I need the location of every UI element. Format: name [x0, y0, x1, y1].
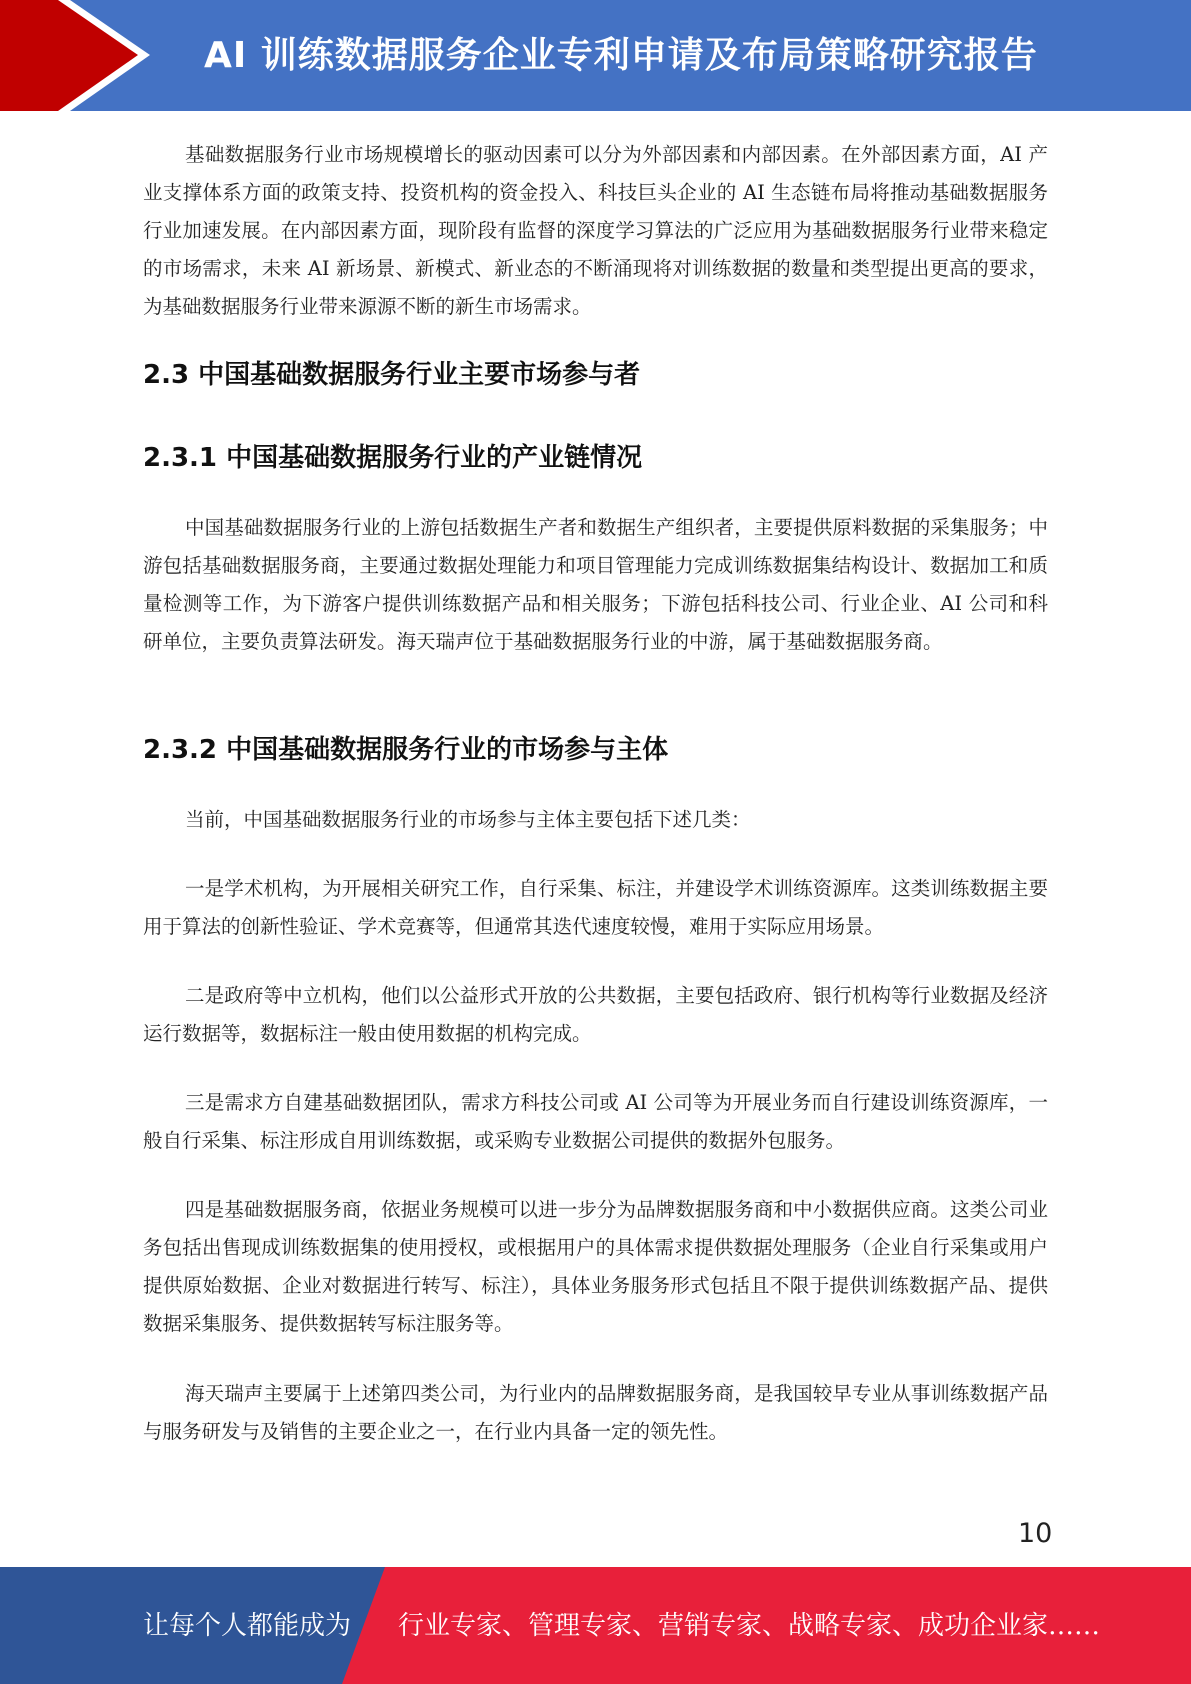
report-title: AI 训练数据服务企业专利申请及布局策略研究报告 [204, 35, 1038, 76]
paragraph-self-built: 三是需求方自建基础数据团队，需求方科技公司或 AI 公司等为开展业务而自行建设训练资源库，一般自行采集、标注形成自用训练数据，或采购专业数据公司提供的数据外包服务。 [143, 1091, 1048, 1152]
paragraph-haitian: 海天瑞声主要属于上述第四类公司，为行业内的品牌数据服务商，是我国较早专业从事训练数据产品与服务研发与及销售的主要企业之一，在行业内具备一定的领先性。 [143, 1382, 1048, 1443]
page-number: 10 [1018, 1518, 1053, 1549]
paragraph-service-providers: 四是基础数据服务商，依据业务规模可以进一步分为品牌数据服务商和中小数据供应商。这类公司业务包括出售现成训练数据集的使用授权，或根据用户的具体需求提供数据处理服务（企业自行采集或用户提供原始数据、企业对数据进行转写、标注），具体业务服务形式包括且不限于提供训练数据产品、提供数据采集服务、提供数据转写标注服务等。 [143, 1198, 1048, 1335]
header-banner [0, 0, 1191, 111]
footer-slogan-left: 让每个人都能成为 [143, 1611, 352, 1641]
paragraph-drivers: 基础数据服务行业市场规模增长的驱动因素可以分为外部因素和内部因素。在外部因素方面，AI 产业支撑体系方面的政策支持、投资机构的资金投入、科技巨头企业的 AI 生态链布局将推动基础数据服务行业加速发展。在内部因素方面，现阶段有监督的深度学习算法的广泛应用为基础数据服务行业带来稳定的市场需求，未来 AI 新场景、新模式、新业态的不断涌现将对训练数据的数量和类型提出更高的要求，为基础数据服务行业带来源源不断的新生市场需求。 [143, 143, 1048, 318]
paragraph-industry-chain: 中国基础数据服务行业的上游包括数据生产者和数据生产组织者，主要提供原料数据的采集服务；中游包括基础数据服务商，主要通过数据处理能力和项目管理能力完成训练数据集结构设计、数据加工和质量检测等工作，为下游客户提供训练数据产品和相关服务；下游包括科技公司、行业企业、AI 公司和科研单位，主要负责算法研发。海天瑞声位于基础数据服务行业的中游，属于基础数据服务商。 [143, 516, 1048, 653]
header-arrow-decoration [0, 0, 160, 111]
section-heading-2-3-2: 2.3.2 中国基础数据服务行业的市场参与主体 [143, 735, 669, 765]
paragraph-academic: 一是学术机构，为开展相关研究工作，自行采集、标注，并建设学术训练资源库。这类训练数据主要用于算法的创新性验证、学术竞赛等，但通常其迭代速度较慢，难用于实际应用场景。 [143, 877, 1048, 938]
footer-banner [0, 1567, 1191, 1684]
paragraph-government: 二是政府等中立机构，他们以公益形式开放的公共数据，主要包括政府、银行机构等行业数据及经济运行数据等，数据标注一般由使用数据的机构完成。 [143, 984, 1048, 1045]
paragraph-participants-intro: 当前，中国基础数据服务行业的市场参与主体主要包括下述几类： [185, 808, 751, 831]
section-heading-2-3-1: 2.3.1 中国基础数据服务行业的产业链情况 [143, 443, 643, 473]
footer-slogan-right: 行业专家、管理专家、营销专家、战略专家、成功企业家…… [398, 1611, 1101, 1641]
section-heading-2-3: 2.3 中国基础数据服务行业主要市场参与者 [143, 360, 641, 390]
